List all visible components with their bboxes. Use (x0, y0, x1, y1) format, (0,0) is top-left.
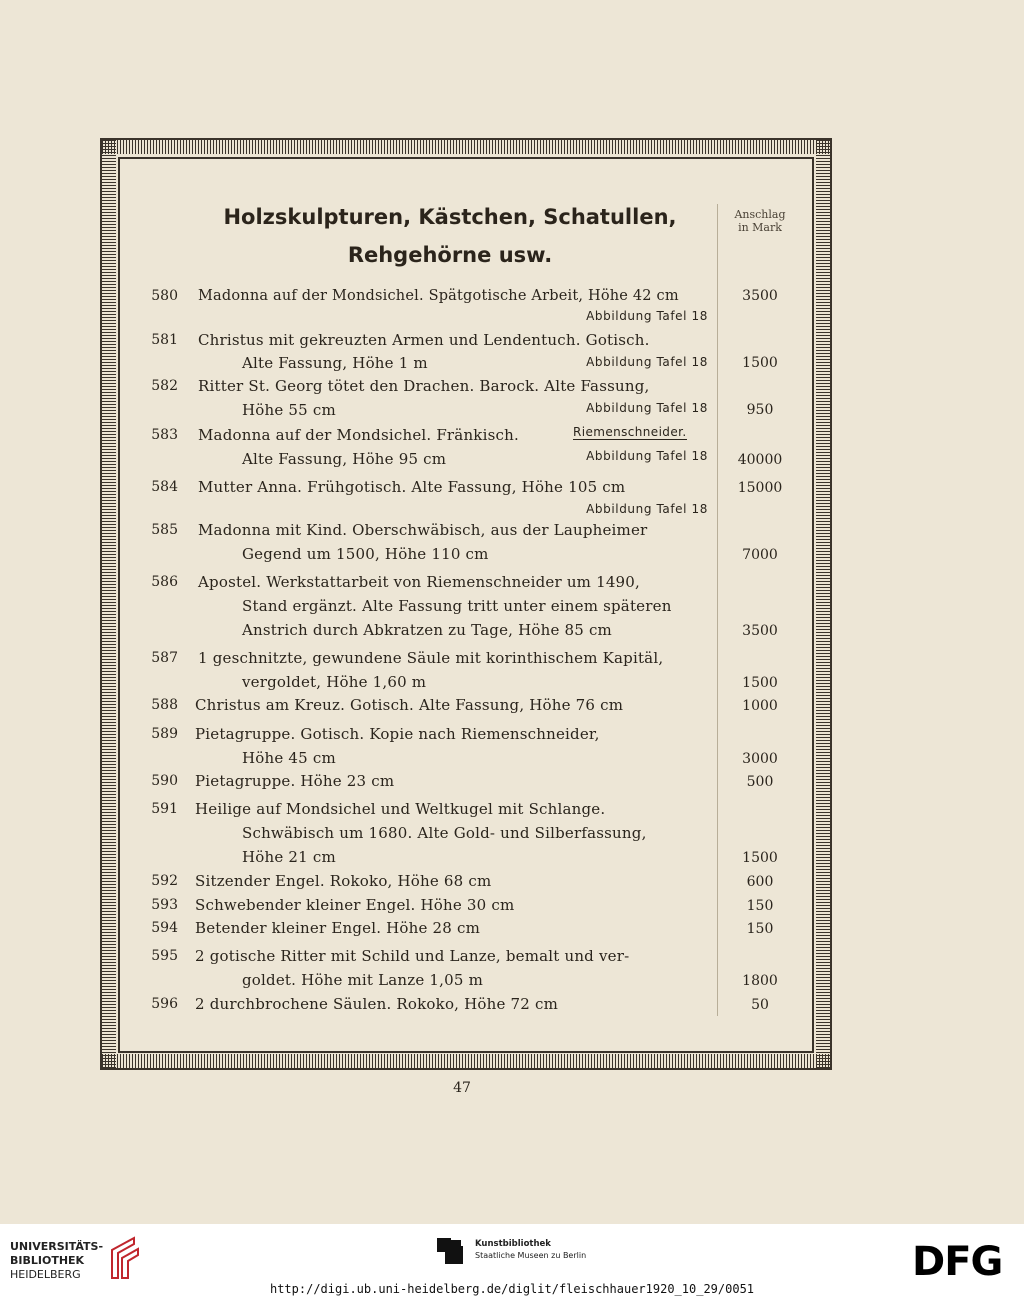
entry-price: 1500 (742, 355, 778, 371)
price-column-header: Anschlag in Mark (734, 208, 786, 234)
entry-text: Betender kleiner Engel. Höhe 28 cm (195, 919, 481, 937)
catalog-title-line1: Holzskulpturen, Kästchen, Schatullen, (223, 205, 677, 229)
entry-text: Anstrich durch Abkratzen zu Tage, Höhe 85 cm (242, 621, 612, 639)
entry-text: Sitzender Engel. Rokoko, Höhe 68 cm (195, 872, 492, 890)
entry-text: goldet. Höhe mit Lanze 1,05 m (242, 971, 484, 989)
library-name: UNIVERSITÄTS- BIBLIOTHEK HEIDELBERG (10, 1240, 104, 1281)
entry-number: 583 (151, 427, 178, 443)
entry-text: Christus am Kreuz. Gotisch. Alte Fassung, Höhe 76 cm (195, 696, 624, 714)
entry-text: Madonna auf der Mondsichel. Fränkisch. (198, 426, 519, 444)
catalog-title-line2: Rehgehörne usw. (347, 243, 553, 267)
entry-price: 1500 (742, 850, 778, 866)
entry-text: Mutter Anna. Frühgotisch. Alte Fassung, Höhe 105 cm (198, 478, 626, 496)
entry-number: 594 (151, 920, 178, 936)
entry-price: 3500 (742, 288, 778, 304)
entry-text: Stand ergänzt. Alte Fassung tritt unter einem späteren (242, 597, 672, 615)
entry-text: Alte Fassung, Höhe 1 m (242, 354, 428, 372)
entry-text: Alte Fassung, Höhe 95 cm (242, 450, 447, 468)
entry-number: 580 (151, 288, 178, 304)
entry-text: Höhe 55 cm (242, 401, 336, 419)
source-url[interactable]: http://digi.ub.uni-heidelberg.de/diglit/fleischhauer1920_10_29/0051 (269, 1282, 755, 1296)
entry-text: Pietagruppe. Höhe 23 cm (195, 772, 395, 790)
page-number: 47 (453, 1080, 471, 1096)
entry-text: 2 durchbrochene Säulen. Rokoko, Höhe 72 cm (195, 995, 559, 1013)
entry-text: Höhe 45 cm (242, 749, 336, 767)
entry-number: 591 (151, 801, 178, 817)
entry-text: Christus mit gekreuzten Armen und Lendentuch. Gotisch. (198, 331, 650, 349)
entry-price: 3500 (742, 623, 778, 639)
entry-number: 585 (151, 522, 178, 538)
entry-text: Schwäbisch um 1680. Alte Gold- und Silberfassung, (242, 824, 647, 842)
entry-price: 1000 (742, 698, 778, 714)
maker-attribution: Riemenschneider. (573, 425, 687, 439)
kunstbibliothek-logo-icon (437, 1238, 465, 1266)
library-logo-icon (104, 1234, 144, 1282)
column-divider (717, 204, 718, 1016)
entry-text: Apostel. Werkstattarbeit von Riemenschneider um 1490, (198, 573, 641, 591)
entry-text: 1 geschnitzte, gewundene Säule mit korinthischem Kapitäl, (198, 649, 664, 667)
entry-text: 2 gotische Ritter mit Schild und Lanze, bemalt und ver- (195, 947, 630, 965)
entry-number: 595 (151, 948, 178, 964)
entry-price: 950 (746, 402, 774, 418)
illustration-reference: Abbildung Tafel 18 (586, 449, 708, 463)
entry-number: 589 (151, 726, 178, 742)
entry-price: 1500 (742, 675, 778, 691)
entry-price: 40000 (737, 452, 783, 468)
entry-price: 1800 (742, 973, 778, 989)
entry-text: Pietagruppe. Gotisch. Kopie nach Riemenschneider, (195, 725, 600, 743)
entry-price: 150 (746, 921, 774, 937)
entry-text: Heilige auf Mondsichel und Weltkugel mit Schlange. (195, 800, 606, 818)
entry-price: 500 (746, 774, 774, 790)
digitization-footer (0, 1224, 1024, 1298)
illustration-reference: Abbildung Tafel 18 (586, 502, 708, 516)
entry-text: Gegend um 1500, Höhe 110 cm (242, 545, 489, 563)
entry-price: 7000 (742, 547, 778, 563)
entry-price: 3000 (742, 751, 778, 767)
entry-number: 582 (151, 378, 178, 394)
dfg-logo: DFG (912, 1239, 1003, 1285)
entry-price: 15000 (737, 480, 783, 496)
illustration-reference: Abbildung Tafel 18 (586, 401, 708, 415)
entry-number: 596 (151, 996, 178, 1012)
entry-text: Schwebender kleiner Engel. Höhe 30 cm (195, 896, 515, 914)
entry-text: Madonna mit Kind. Oberschwäbisch, aus der Laupheimer (198, 521, 648, 539)
entry-number: 581 (151, 332, 178, 348)
entry-text: vergoldet, Höhe 1,60 m (242, 673, 427, 691)
entry-number: 592 (151, 873, 178, 889)
entry-number: 588 (151, 697, 178, 713)
illustration-reference: Abbildung Tafel 18 (586, 355, 708, 369)
entry-number: 587 (151, 650, 178, 666)
kunstbibliothek-label: Kunstbibliothek Staatliche Museen zu Berlin (475, 1239, 587, 1260)
entry-price: 50 (751, 997, 769, 1013)
entry-number: 590 (151, 773, 178, 789)
entry-text: Ritter St. Georg tötet den Drachen. Barock. Alte Fassung, (198, 377, 650, 395)
entry-text: Madonna auf der Mondsichel. Spätgotische Arbeit, Höhe 42 cm (198, 288, 679, 304)
entry-number: 593 (151, 897, 178, 913)
entry-number: 586 (151, 574, 178, 590)
entry-price: 150 (746, 898, 774, 914)
entry-price: 600 (746, 874, 774, 890)
illustration-reference: Abbildung Tafel 18 (586, 309, 708, 323)
entry-text: Höhe 21 cm (242, 848, 336, 866)
entry-number: 584 (151, 479, 178, 495)
